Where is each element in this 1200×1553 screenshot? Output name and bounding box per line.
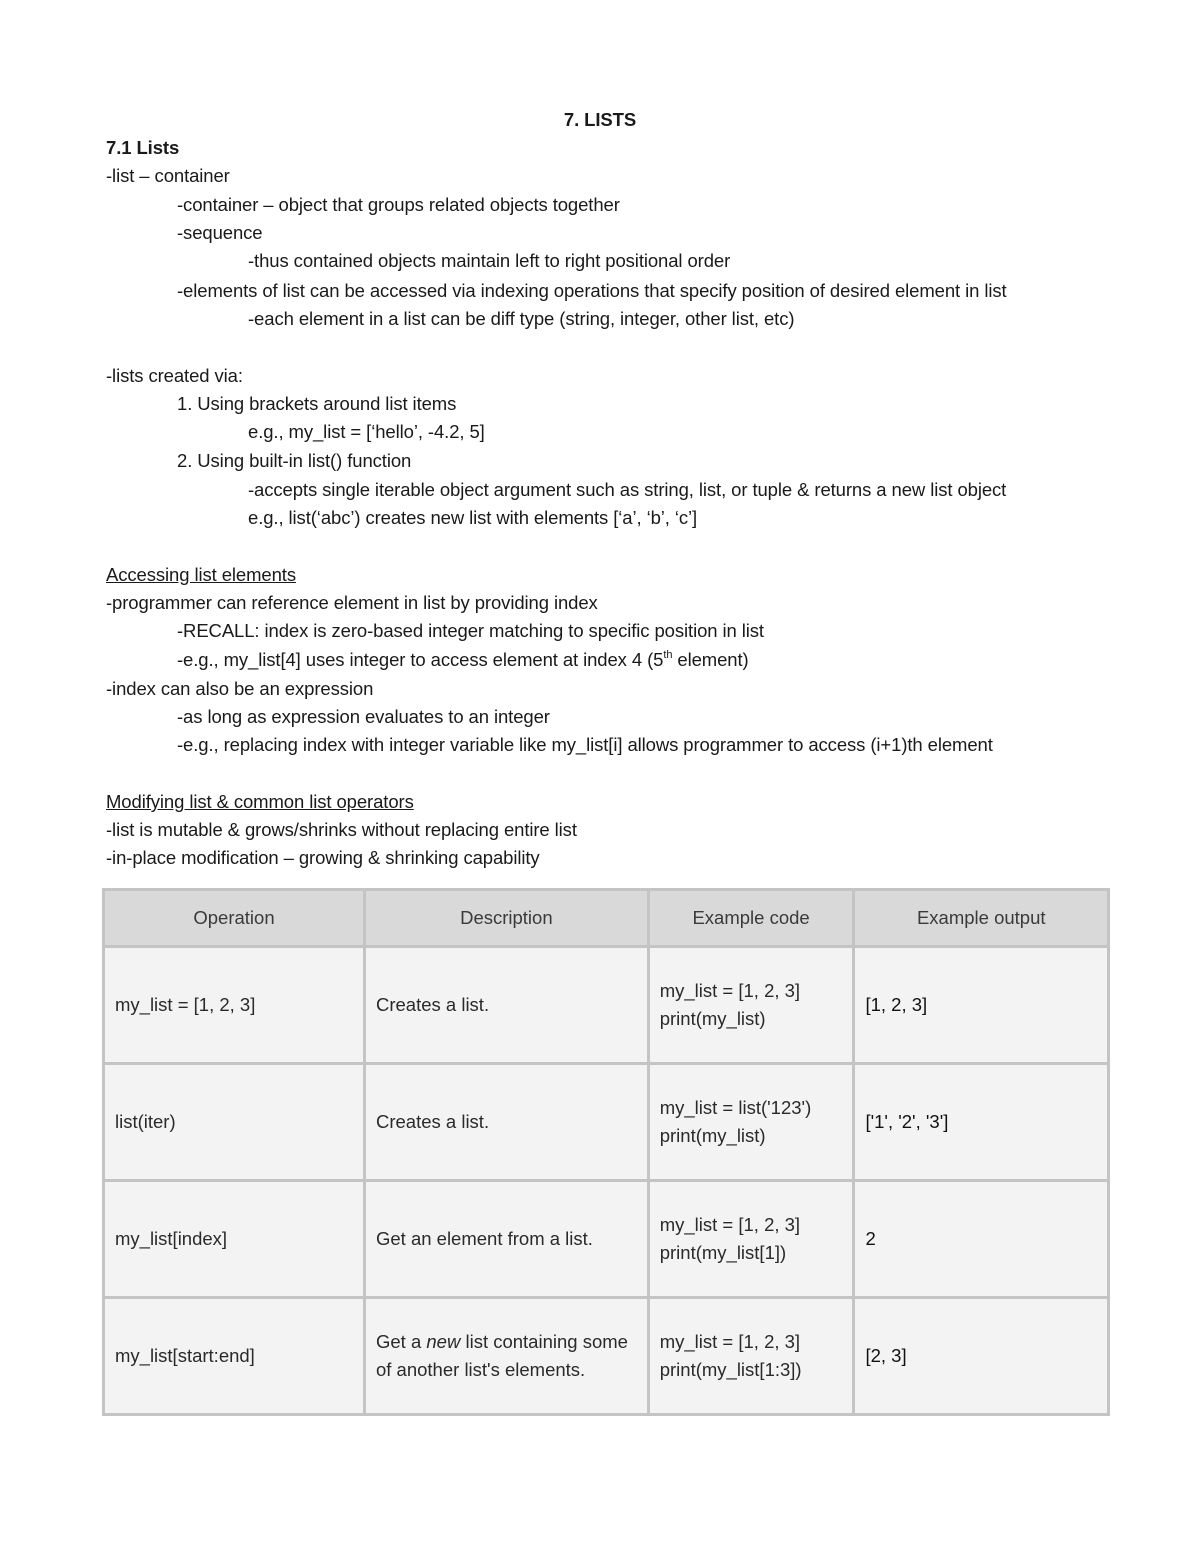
note-line: -thus contained objects maintain left to right positional order: [248, 250, 731, 271]
note-line: -index can also be an expression: [106, 678, 374, 699]
note-line: 1. Using brackets around list items: [177, 393, 457, 414]
note-line: -e.g., replacing index with integer variable like my_list[i] allows programmer to access (i+1)th element: [177, 734, 993, 755]
code-cell: my_list = [1, 2, 3] print(my_list[1:3]): [648, 1298, 854, 1415]
table-row: [104, 1181, 1109, 1298]
subheading-accessing: Accessing list elements: [106, 564, 296, 585]
note-line: -e.g., my_list[4] uses integer to access element at index 4 (5th element): [177, 648, 749, 670]
column-header: Example output: [854, 890, 1109, 947]
operation-cell: my_list[index]: [104, 1181, 365, 1298]
section-heading: 7.1 Lists: [106, 137, 180, 158]
note-line: -as long as expression evaluates to an integer: [177, 706, 550, 727]
operation-cell: list(iter): [104, 1064, 365, 1181]
note-line: -list is mutable & grows/shrinks without replacing entire list: [106, 819, 577, 840]
code-cell: my_list = [1, 2, 3] print(my_list[1]): [648, 1181, 854, 1298]
note-line: 2. Using built-in list() function: [177, 450, 412, 471]
note-line: -each element in a list can be diff type (string, integer, other list, etc): [248, 308, 795, 329]
note-line: e.g., list(‘abc’) creates new list with elements [‘a’, ‘b’, ‘c’]: [248, 507, 698, 528]
note-line: -accepts single iterable object argument such as string, list, or tuple & returns a new list object: [248, 479, 1007, 500]
output-cell: [2, 3]: [854, 1298, 1109, 1415]
code-cell: my_list = [1, 2, 3] print(my_list): [648, 947, 854, 1064]
output-cell: ['1', '2', '3']: [854, 1064, 1109, 1181]
output-cell: 2: [854, 1181, 1109, 1298]
table-row: [104, 1298, 1109, 1415]
table-row: [104, 1064, 1109, 1181]
list-operations-table: [102, 888, 1110, 1416]
note-line: -list – container: [106, 165, 230, 186]
subheading-modifying: Modifying list & common list operators: [106, 791, 414, 812]
output-cell: [1, 2, 3]: [854, 947, 1109, 1064]
code-cell: my_list = list('123') print(my_list): [648, 1064, 854, 1181]
column-header: Description: [364, 890, 648, 947]
description-cell: Get an element from a list.: [364, 1181, 648, 1298]
operation-cell: my_list[start:end]: [104, 1298, 365, 1415]
column-header: Example code: [648, 890, 854, 947]
note-line: -elements of list can be accessed via indexing operations that specify position of desired element in list: [177, 280, 1007, 301]
note-line: -container – object that groups related objects together: [177, 194, 620, 215]
note-line: -lists created via:: [106, 365, 243, 386]
note-line: e.g., my_list = [‘hello’, -4.2, 5]: [248, 421, 485, 442]
superscript: th: [663, 648, 673, 661]
description-cell: Get a new list containing some of another list's elements.: [364, 1298, 648, 1415]
table-row: [104, 947, 1109, 1064]
description-cell: Creates a list.: [364, 947, 648, 1064]
page-title: 7. LISTS: [563, 109, 637, 130]
note-line: -sequence: [177, 222, 263, 243]
note-line: -in-place modification – growing & shrinking capability: [106, 847, 540, 868]
column-header: Operation: [104, 890, 365, 947]
description-cell: Creates a list.: [364, 1064, 648, 1181]
note-line: -RECALL: index is zero-based integer matching to specific position in list: [177, 620, 764, 641]
table-header-row: [104, 890, 1109, 947]
operation-cell: my_list = [1, 2, 3]: [104, 947, 365, 1064]
note-line: -programmer can reference element in list by providing index: [106, 592, 598, 613]
